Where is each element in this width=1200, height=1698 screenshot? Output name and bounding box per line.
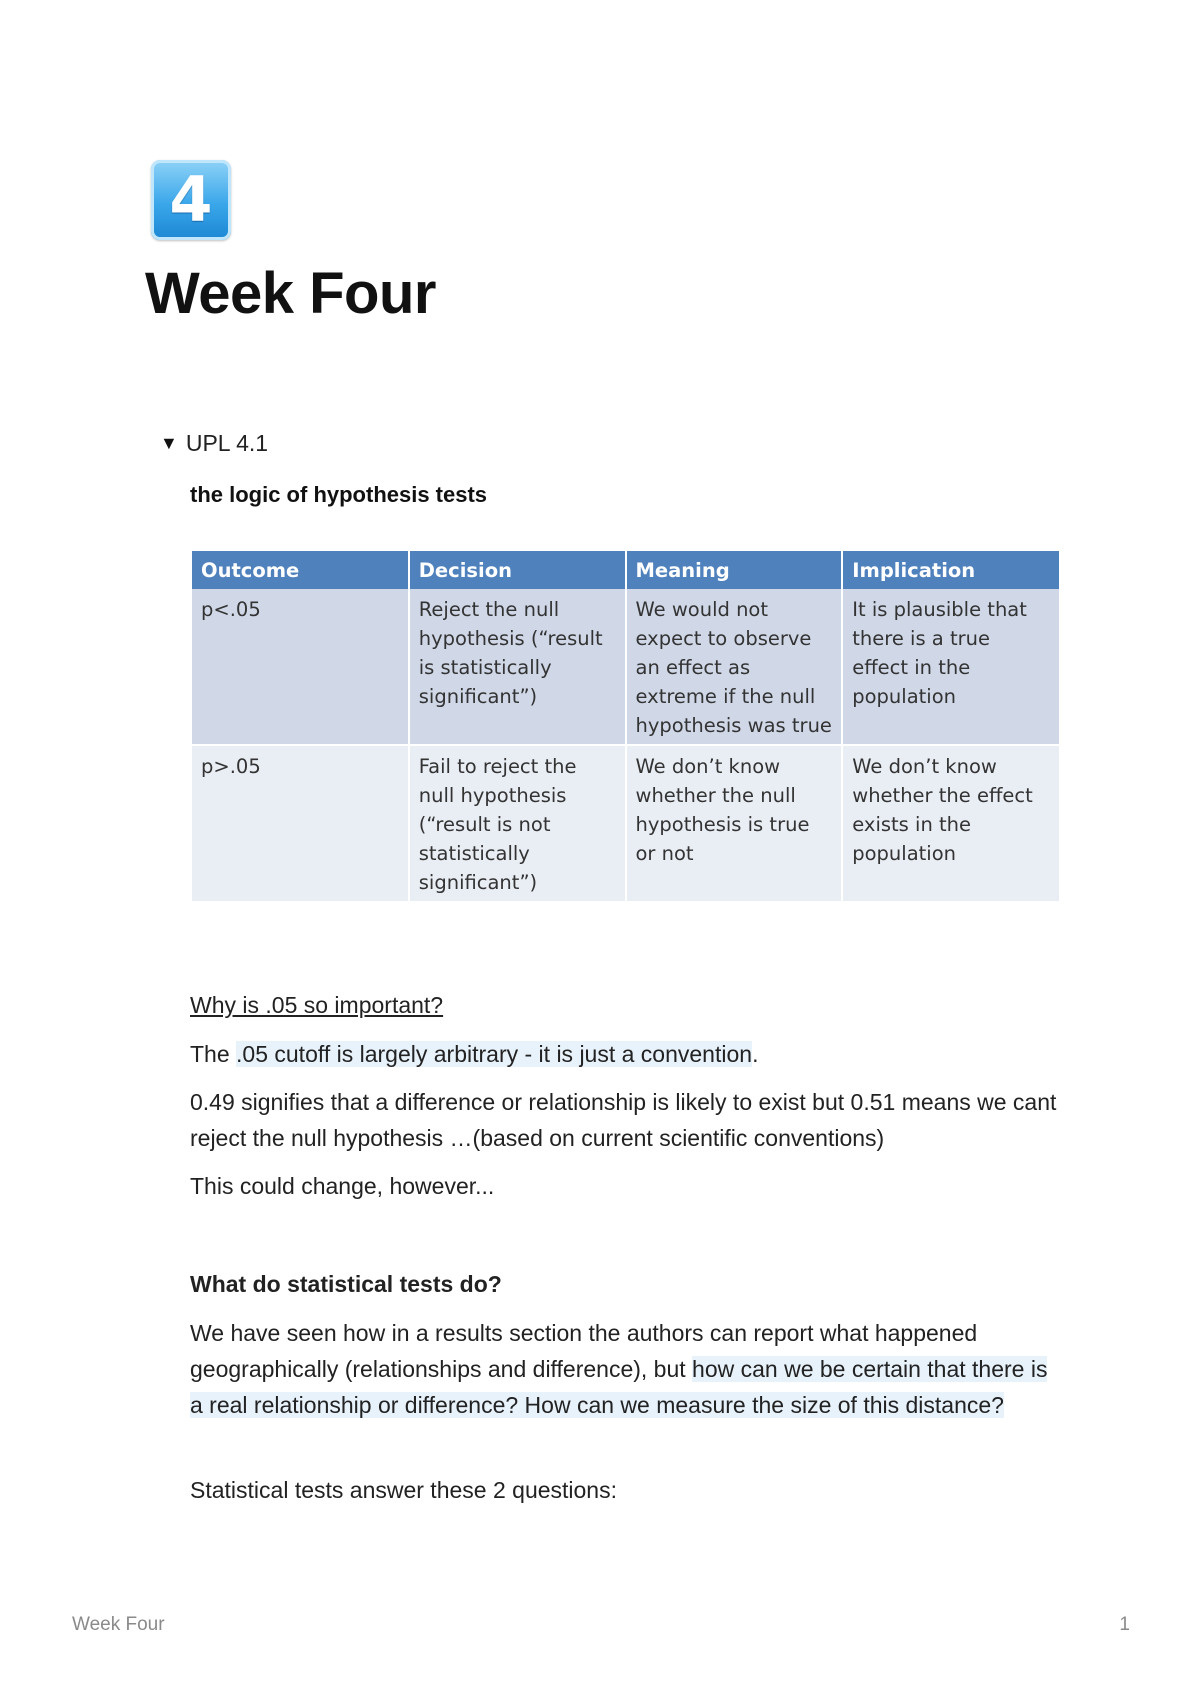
toggle-label: UPL 4.1 (185, 430, 269, 456)
why-paragraph-1 (190, 1036, 1070, 1072)
column-header: Decision (409, 551, 626, 589)
column-header: Outcome (192, 551, 409, 589)
column-header: Implication (842, 551, 1059, 589)
text-run: . (752, 1041, 759, 1067)
table-cell: It is plausible that there is a true effect in the population (842, 589, 1059, 745)
table-header-row (192, 551, 1059, 589)
hypothesis-table (192, 551, 1059, 903)
table-cell: We don’t know whether the null hypothesis is true or not (626, 745, 843, 902)
table-row (192, 745, 1059, 902)
toggle-upl-4-1[interactable] (160, 430, 268, 457)
text-run: We have seen how in a results section the authors can report what happened geographically (relationships and difference), but (190, 1320, 978, 1382)
table-cell: Reject the null hypothesis (“result is statistically significant”) (409, 589, 626, 745)
page-number: 1 (1119, 1614, 1130, 1635)
footer-title: Week Four (72, 1614, 165, 1635)
highlighted-text: .05 cutoff is largely arbitrary - it is just a convention (236, 1041, 753, 1067)
table-cell: We don’t know whether the effect exists in the population (842, 745, 1059, 902)
highlighted-text: how can we be certain that there is a real relationship or difference? How can we measure the size of this distance? (190, 1356, 1048, 1418)
keycap-four-icon: 4 (151, 160, 231, 240)
column-header: Meaning (626, 551, 843, 589)
section-heading: the logic of hypothesis tests (190, 482, 488, 507)
text-run: The (190, 1041, 237, 1067)
page-title: Week Four (145, 261, 436, 326)
table-cell: p>.05 (192, 745, 409, 902)
why-heading: Why is .05 so important? (190, 992, 444, 1018)
tests-paragraph-1 (190, 1315, 1060, 1423)
tests-heading: What do statistical tests do? (190, 1271, 502, 1297)
table-row (192, 589, 1059, 745)
triangle-down-icon[interactable]: ▼ (160, 433, 178, 453)
why-paragraph-3: This could change, however... (190, 1173, 495, 1199)
tests-paragraph-2: Statistical tests answer these 2 questions: (190, 1477, 617, 1503)
table-cell: Fail to reject the null hypothesis (“result is not statistically significant”) (409, 745, 626, 902)
table-cell: p<.05 (192, 589, 409, 745)
why-paragraph-2: 0.49 signifies that a difference or relationship is likely to exist but 0.51 means we cant reject the null hypothesis …(based on current scientific conventions) (190, 1089, 1057, 1151)
table-cell: We would not expect to observe an effect as extreme if the null hypothesis was true (626, 589, 843, 745)
